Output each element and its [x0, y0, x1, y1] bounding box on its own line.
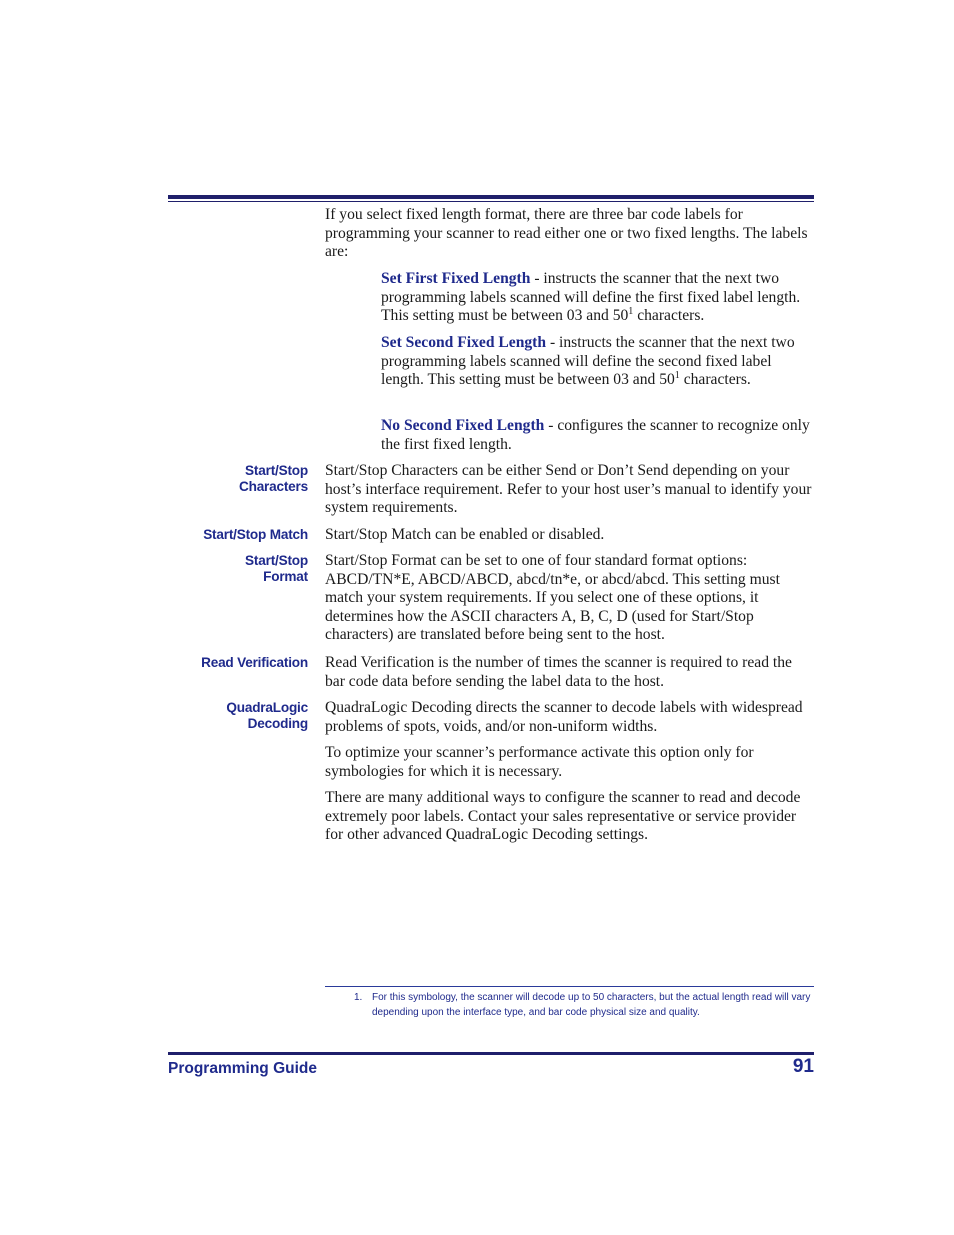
footnote	[354, 990, 814, 1020]
term-set-first-fixed-length: Set First Fixed Length	[381, 270, 531, 287]
start-stop-characters-text: Start/Stop Characters can be either Send or Don’t Send depending on your host’s interface requirement. Refer to your host user’s manual to identify your system requirements.	[325, 462, 812, 517]
heading-start-stop-format: Start/Stop Format	[245, 553, 308, 584]
set-second-fixed-length-item: Set Second Fixed Length - instructs the scanner that the next two programming labels scanned will define the second fixed label length. This setting must be between 03 and $50^1$ characters.	[381, 334, 795, 389]
heading-start-stop-match: Start/Stop Match	[203, 527, 308, 542]
term-no-second-fixed-length: No Second Fixed Length	[381, 417, 545, 434]
heading-quadralogic-decoding: QuadraLogic Decoding	[226, 700, 308, 731]
quadralogic-paragraph-1: QuadraLogic Decoding directs the scanner to decode labels with widespread problems of spots, voids, and/or non-uniform widths.	[325, 699, 803, 735]
heading-start-stop-characters: Start/Stop Characters	[238, 463, 308, 494]
set-first-fixed-length-item: Set First Fixed Length - instructs the scanner that the next two programming labels scanned will define the first fixed label length. This setting must be between 03 and $50^1$ characters.	[381, 270, 801, 325]
intro-paragraph: If you select fixed length format, there are three bar code labels for programming your scanner to read either one or two fixed lengths. The labels are:	[325, 206, 808, 261]
term-set-second-fixed-length: Set Second Fixed Length	[381, 334, 547, 351]
heading-read-verification: Read Verification	[201, 655, 308, 670]
footnote-text: For this symbology, the scanner will decode up to 50 characters, but the actual length read will vary depending upon the interface type, and bar code physical size and quality.	[372, 992, 811, 1018]
footnote-rule	[325, 986, 814, 987]
page-number: 91	[792, 1056, 814, 1077]
quadralogic-paragraph-3: There are many additional ways to configure the scanner to read and decode extremely poor labels. Contact your sales representative or service provider for other advanced QuadraLogic Decoding settings.	[325, 789, 801, 844]
footer-rule	[168, 1052, 814, 1055]
start-stop-match-text: Start/Stop Match can be enabled or disabled.	[325, 526, 605, 543]
footnote-ref: 1	[674, 370, 680, 381]
start-stop-format-text: Start/Stop Format can be set to one of four standard format options: ABCD/TN*E, ABCD/ABCD, abcd/tn*e, or abcd/abcd. This setting must match your system requirements. If you select one of these options, it determines how the ASCII characters A, B, C, D (used for Start/Stop characters) are translated before being sent to the host.	[325, 552, 780, 644]
read-verification-text: Read Verification is the number of times the scanner is required to read the bar code data before sending the label data to the host.	[325, 654, 792, 690]
no-second-fixed-length-item: No Second Fixed Length - configures the scanner to recognize only the first fixed length.	[381, 417, 810, 453]
footnote-number: 1.	[354, 992, 363, 1003]
quadralogic-paragraph-2: To optimize your scanner’s performance activate this option only for symbologies for which it is necessary.	[325, 744, 754, 780]
footnote-ref: 1	[628, 306, 634, 317]
footer-guide-title: Programming Guide	[168, 1060, 317, 1077]
header-rule	[168, 195, 814, 202]
